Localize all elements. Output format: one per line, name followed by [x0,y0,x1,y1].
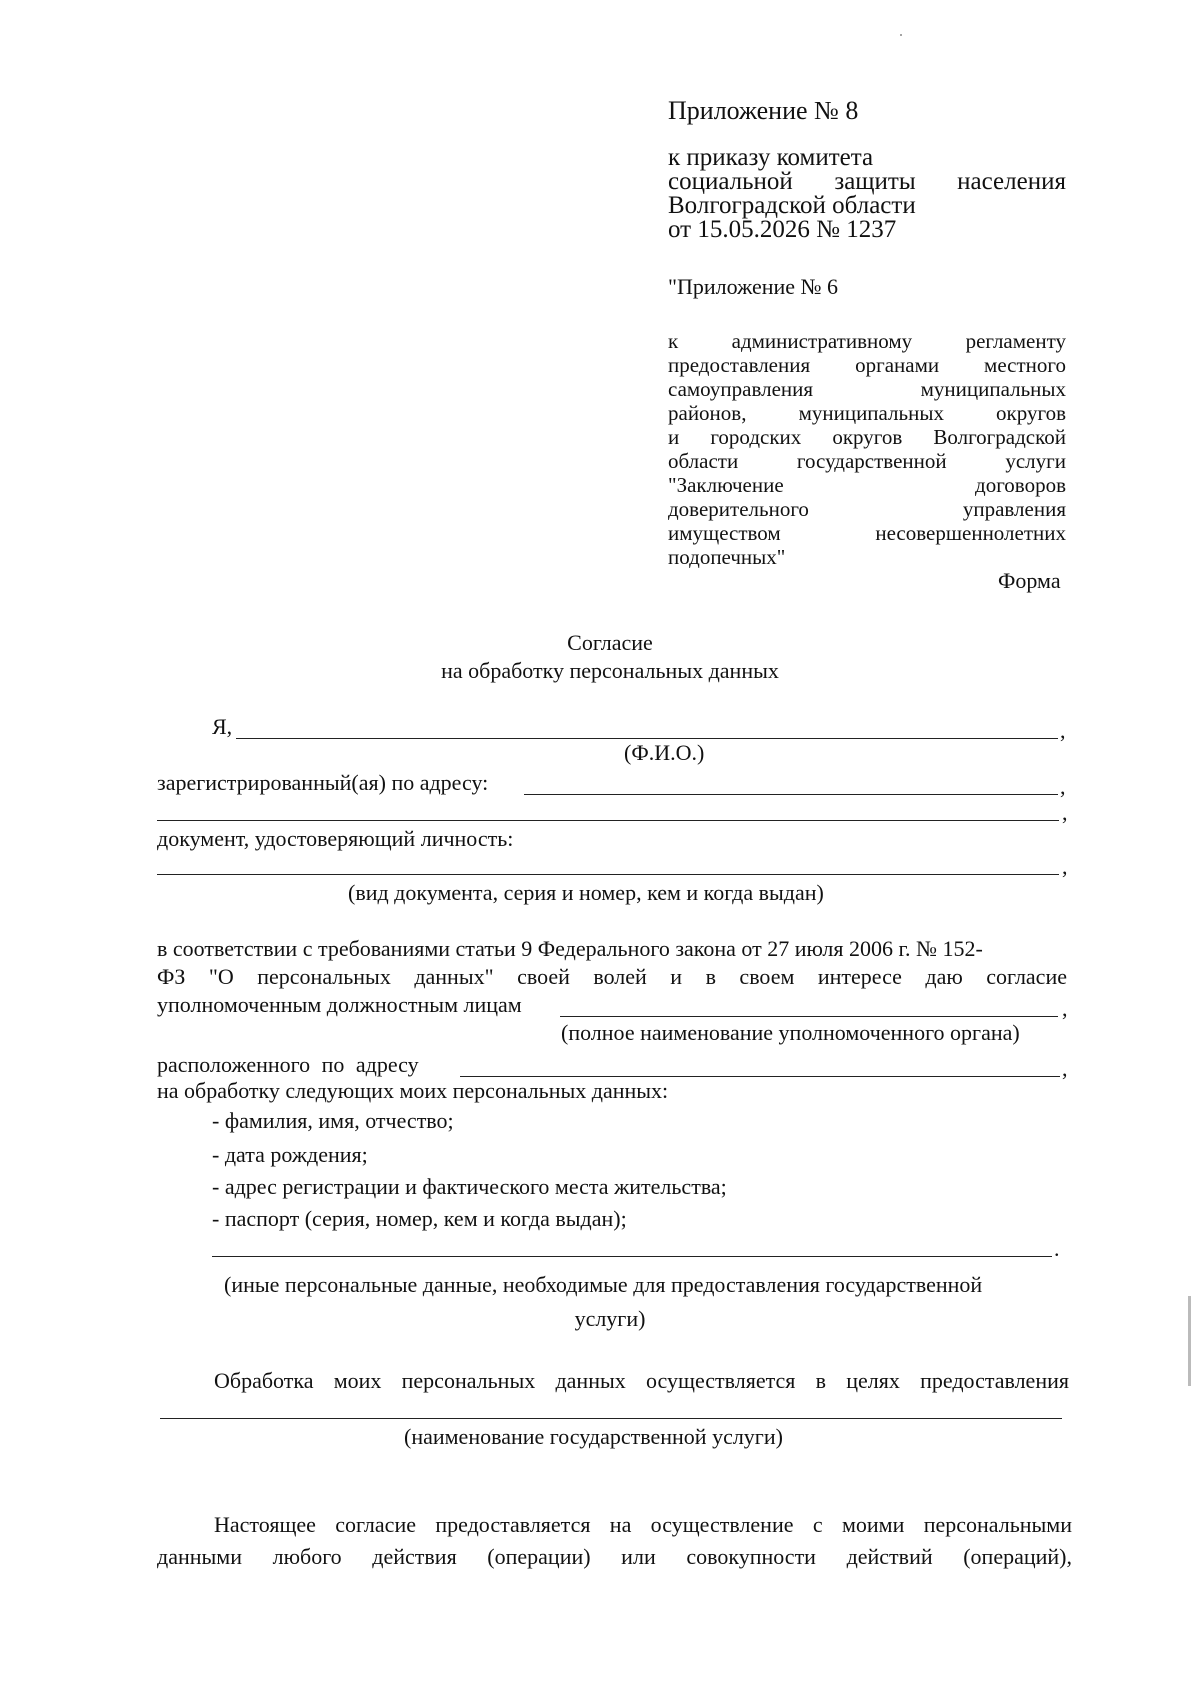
order-line-1: к приказу комитета [668,144,874,171]
purpose-text: Обработка моих персональных данных осуществляется в целях предоставления [214,1368,1069,1393]
document-comma: , [1062,854,1068,879]
law-line-1: в соответствии с требованиями статьи 9 Федерального закона от 27 июля 2006 г. № 152- [157,936,983,961]
other-data-caption-2: услуги) [574,1306,646,1331]
order-line-4: от 15.05.2026 № 1237 [668,216,897,243]
authority-comma: , [1062,996,1068,1021]
regulation-line-4: районов, муниципальных округов [668,401,1066,425]
document-subtitle: на обработку персональных данных [441,658,779,683]
other-data-period: . [1054,1236,1060,1261]
scan-speck [1188,1296,1191,1386]
fio-caption: (Ф.И.О.) [624,740,705,765]
regulation-line-6: области государственной услуги [668,449,1066,473]
other-data-line[interactable] [212,1256,1052,1257]
scan-speck [900,34,902,36]
list-item: - дата рождения; [212,1142,368,1167]
list-item: - адрес регистрации и фактического места жительства; [212,1174,727,1199]
document-label: документ, удостоверяющий личность: [157,826,514,851]
consent-line-1: Настоящее согласие предоставляется на осуществление с моими персональными [214,1512,1072,1537]
service-line[interactable] [160,1418,1062,1419]
law-line-3: уполномоченным должностным лицам [157,992,522,1017]
form-label: Форма [998,568,1061,593]
order-line-2-word-2: защиты [834,168,916,195]
authority-caption: (полное наименование уполномоченного органа) [561,1020,1020,1045]
fio-line[interactable] [236,738,1058,739]
processing-intro: на обработку следующих моих персональных данных: [157,1078,669,1103]
order-line-2 [668,170,1066,194]
located-comma: , [1062,1056,1068,1081]
regulation-line-7: "Заключение договоров [668,473,1066,497]
located-label: расположенного по адресу [157,1052,419,1077]
regulation-line-1: к административному регламенту [668,329,1066,353]
fio-comma: , [1060,718,1066,743]
list-item: - паспорт (серия, номер, кем и когда выдан); [212,1206,627,1231]
regulation-line-9: имуществом несовершеннолетних [668,521,1066,545]
address-comma-1: , [1060,774,1066,799]
order-line-3: Волгоградской области [668,192,916,219]
other-data-caption-1: (иные персональные данные, необходимые для предоставления государственной [224,1272,983,1297]
order-line-2-word-3: населения [957,168,1066,195]
address-comma-2: , [1062,800,1068,825]
regulation-line-2: предоставления органами местного [668,353,1066,377]
appendix-number: Приложение № 8 [668,96,859,125]
consent-line-2: данными любого действия (операции) или совокупности действий (операций), [157,1544,1072,1569]
document-line[interactable] [157,874,1059,875]
service-caption: (наименование государственной услуги) [404,1424,783,1449]
authority-line[interactable] [560,1016,1058,1017]
document-caption: (вид документа, серия и номер, кем и когда выдан) [348,880,824,905]
ya-label: Я, [212,714,233,739]
address-line-2[interactable] [157,820,1059,821]
address-line-1[interactable] [524,794,1058,795]
regulation-line-3: самоуправления муниципальных [668,377,1066,401]
regulation-line-10: подопечных" [668,545,786,569]
inner-appendix-number: "Приложение № 6 [668,274,839,299]
law-line-2: ФЗ "О персональных данных" своей волей и в своем интересе даю согласие [157,964,1067,989]
regulation-line-5: и городских округов Волгоградской [668,425,1066,449]
order-line-2-word-1: социальной [668,168,793,195]
regulation-line-8: доверительного управления [668,497,1066,521]
registered-label: зарегистрированный(ая) по адресу: [157,770,489,795]
document-title: Согласие [567,630,653,655]
located-line[interactable] [460,1076,1060,1077]
list-item: - фамилия, имя, отчество; [212,1108,454,1133]
